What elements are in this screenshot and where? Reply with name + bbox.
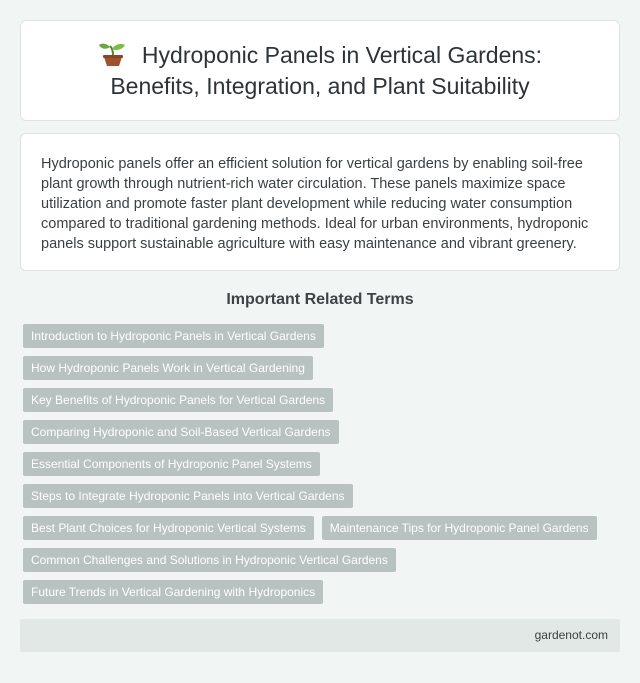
related-term-tag[interactable]: Key Benefits of Hydroponic Panels for Vertical Gardens <box>23 388 333 412</box>
related-term-tag[interactable]: Common Challenges and Solutions in Hydroponic Vertical Gardens <box>23 548 396 572</box>
related-term-tag[interactable]: Essential Components of Hydroponic Panel Systems <box>23 452 320 476</box>
summary-text: Hydroponic panels offer an efficient solution for vertical gardens by enabling soil-free plant growth through nutrient-rich water circulation. These panels maximize space utilization and promote faster plant development while reducing water consumption compared to traditional gardening methods. Ideal for urban environments, hydroponic panels support sustainable agriculture with easy maintenance and vibrant greenery. <box>41 156 589 252</box>
related-term-tag[interactable]: Best Plant Choices for Hydroponic Vertical Systems <box>23 516 314 540</box>
related-terms-heading: Important Related Terms <box>226 291 414 308</box>
footer <box>20 619 620 652</box>
title-card <box>20 20 620 121</box>
page-title <box>51 40 589 102</box>
page-title-text: Hydroponic Panels in Vertical Gardens: Benefits, Integration, and Plant Suitability <box>110 41 543 99</box>
related-term-tag[interactable]: Comparing Hydroponic and Soil-Based Vertical Gardens <box>23 420 339 444</box>
related-term-tag[interactable]: Maintenance Tips for Hydroponic Panel Gardens <box>322 516 597 540</box>
footer-site-link[interactable]: gardenot.com <box>534 628 608 642</box>
related-term-tag[interactable]: Steps to Integrate Hydroponic Panels into Vertical Gardens <box>23 484 353 508</box>
related-terms-list <box>23 324 619 604</box>
summary-card <box>20 133 620 271</box>
related-term-tag[interactable]: Future Trends in Vertical Gardening with Hydroponics <box>23 580 323 604</box>
related-term-tag[interactable]: Introduction to Hydroponic Panels in Vertical Gardens <box>23 324 324 348</box>
seedling-icon <box>98 41 128 67</box>
related-term-tag[interactable]: How Hydroponic Panels Work in Vertical Gardening <box>23 356 313 380</box>
